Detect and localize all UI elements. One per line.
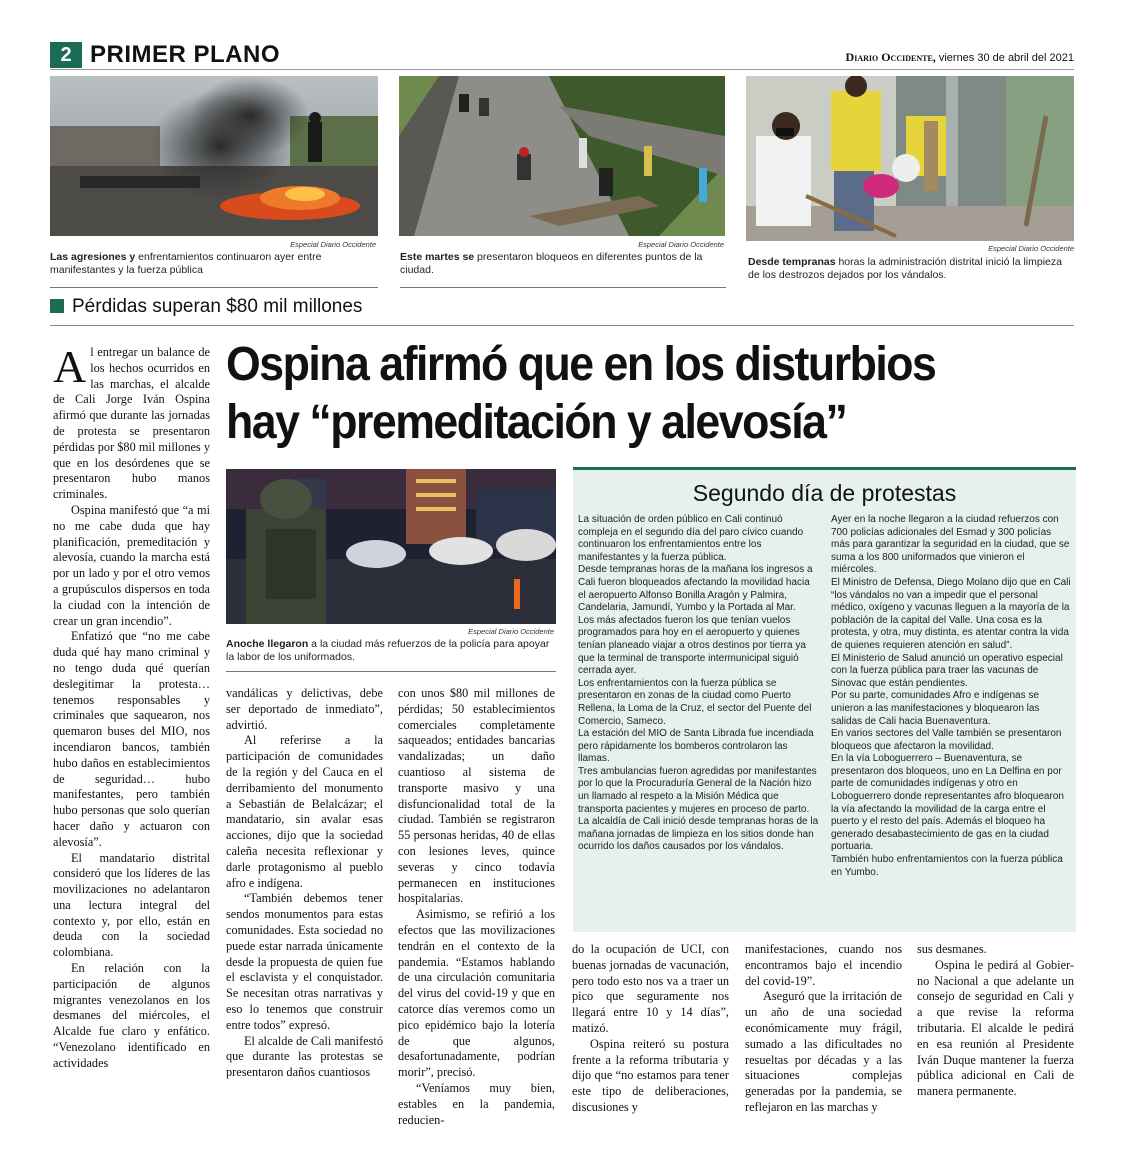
paragraph: “También debemos tener sendos monumentos para estas comunidades. Esta sociedad no puede estar narrada únicamente desde la propuesta de quien fue el esclavista y el conquistador. Se necesitan otras narrativas y eso lo tenemos que construir entre todos” expresó. bbox=[226, 891, 383, 1032]
article-column bbox=[398, 686, 555, 1126]
publication-name: Diario Occidente, bbox=[845, 50, 936, 64]
paragraph: El mandatario distrital consideró que los líderes de las movilizaciones no adelantaron una lectura integral del contexto y, por ello, están en deuda con la sociedad colombiana. bbox=[53, 850, 210, 960]
paragraph: Enfatizó que “no me cabe duda qué hay mano criminal y no tengo duda qué querían deslegitimar la protesta… tenemos responsables y criminales que saquearon, nos quemaron buses del MIO, nos incendiaron bancos, también hubo daños en establecimientos de seguridad… hubo manifestantes, pero también hubo personas que solo querían hacer daño y actuaron con alevosía”. bbox=[53, 629, 210, 849]
paragraph: Al referirse a la participación de comunidades de la región y del Cauca en el derribamiento del monumento a Sebastián de Belalcázar; el mandatario, sin avalar esas acciones, dijo que la sociedad caleña necesita reflexionar y darle protagonismo al pueblo afro e indígena. bbox=[226, 733, 383, 890]
paragraph: En relación con la participación de algunos migrantes venezolanos en los desmanes del miércoles, el Alcalde fue claro y enfático. “Venezolano identificado en actividades bbox=[53, 961, 210, 1070]
divider bbox=[50, 287, 378, 288]
paragraph: Ospina manifestó que “a mi no me cabe duda que hay planificación, premeditación y alevosía, cuando la marcha está por un lado y por el otro vemos a grupúsculos dispersos en toda la ciudad con la intención de crear un gran incendio”. bbox=[53, 502, 210, 628]
kicker-square-icon bbox=[50, 299, 64, 313]
photo-caption: Las agresiones y enfrentamientos continuaron ayer entre manifestantes y la fuerza pública bbox=[50, 251, 322, 276]
kicker: Pérdidas superan $80 mil millones bbox=[50, 296, 362, 318]
paragraph: sus desmanes. bbox=[917, 942, 987, 956]
divider bbox=[226, 671, 556, 672]
photo-credit: Especial Diario Occidente bbox=[468, 627, 554, 636]
section-title: PRIMER PLANO bbox=[90, 41, 281, 68]
photo-caption: Este martes se presentaron bloqueos en diferentes puntos de la ciudad. bbox=[400, 251, 703, 276]
paragraph: vandálicas y delictivas, debe ser deportado de inmediato”, advirtió. bbox=[226, 686, 383, 732]
sidebar-column: Ayer en la noche llegaron a la ciudad refuerzos con 700 policías adicionales del Esmad y 300 policías más para garantizar la seguridad en la ciudad, que se suma a los 800 uniformados que vinieron el miércoles. El Ministro de Defensa, Diego Molano dijo que en Cali “los vándalos no van a impedir que el personal médico, oxígeno y vacunas lleguen a la mayoría de la población de la capital del Valle. Una cosa es la protesta, y otra, muy distinta, es atentar contra la vida de quienes requieren atención en salud”. El Ministerio de Salud anunció un operativo especial con la fuerza pública para traer las vacunas de Sinovac que están pendientes. Por su parte, comunidades Afro e indígenas se unieron a las manifestaciones y bloquearon las salidas de Cali hacia Buenaventura. En varios sectores del Valle también se presentaron bloqueos que afectaron la movilidad. En la vía Loboguerrero – Buenaventura, se presentaron dos bloqueos, uno en La Delfina en por parte de comunidades indígenas y otro en Loboguerrero donde representantes afro bloquearon la vía afectando la movilidad de la carga entre el puerto y el resto del país. Además el bloqueo ha generado desabastecimiento de gas en la ciudad portuaria. También hubo enfrentamientos con la fuerza pública en Yumbo. bbox=[831, 514, 1071, 878]
article-column: Al entregar un balance de los hechos ocurridos en las marchas, el alcalde de Cali Jorge Iván Ospina afirmó que durante las jornadas de protesta se presentaron pérdidas por $80 mil millones y que en los desórdenes que se presentaron hubo manos criminales. Ospina manifestó que “a mi no me cabe duda que hay planificación, premeditación y alevosía, cuando la marcha está por un lado y por el otro vemos a grupúsculos dispersos en toda la ciudad con la intención de crear un gran incendio”. Enfatizó que “no me cabe duda qué hay mano criminal y no tengo duda qué querían deslegitimar la protesta… tenemos responsables y criminales que saquearon, nos quemaron buses del MIO, nos incendiaron bancos, también hubo daños en establecimientos de seguridad… hubo manifestantes, pero también hubo personas que solo querían hacer daño y actuaron con alevosía”. El mandatario distrital consideró que los líderes de las movilizaciones no adelantaron una lectura integral del contexto y, por ello, están en deuda con la sociedad colombiana. En relación con la participación de algunos migrantes venezolanos en los desmanes del miércoles, el Alcalde fue claro y enfático. “Venezolano identificado en actividades bbox=[53, 341, 210, 1070]
dateline bbox=[846, 50, 1074, 65]
headline-line: Ospina afirmó que en los disturbios bbox=[226, 338, 936, 391]
paragraph: Aseguró que la irritación de un año de una sociedad económicamente muy frágil, sumado a las dificultades no resueltas por décadas y a las situaciones complejas generadas por la pandemia, se reflejaron en las marchas y bbox=[745, 989, 902, 1114]
divider bbox=[400, 287, 726, 288]
headline-line: hay “premeditación y alevosía” bbox=[226, 396, 847, 449]
article-column bbox=[745, 942, 902, 1127]
divider bbox=[50, 325, 1074, 326]
photo-credit: Especial Diario Occidente bbox=[988, 244, 1074, 253]
paragraph: El alcalde de Cali manifestó que durante las protestas se presentaron daños cuantiosos bbox=[226, 1033, 383, 1080]
paragraph: “Veníamos muy bien, estables en la pandemia, reducien- bbox=[398, 1080, 555, 1127]
paragraph: Asimismo, se refirió a los efectos que las movilizaciones tendrán en el contexto de la pandemia. “Estamos hablando de una circulación comunitaria del virus del covid-19 y que en catorce días veremos como un pico epidémico bajo la lotería de que algunos, desafortunadamente, podrían morir”, precisó. bbox=[398, 907, 555, 1080]
paragraph: do la ocupación de UCI, con buenas jornadas de vacunación, pero todo esto nos va a traer un pico que seguramente nos llegará entre 10 y 14 días”, matizó. bbox=[572, 942, 729, 1035]
publication-date: viernes 30 de abril del 2021 bbox=[938, 52, 1074, 64]
sidebar-box bbox=[573, 467, 1076, 932]
headline bbox=[226, 336, 1017, 452]
photo-soldier-night bbox=[226, 469, 556, 624]
page-number: 2 bbox=[50, 42, 82, 68]
sidebar-title: Segundo día de protestas bbox=[692, 480, 957, 506]
paragraph: manifestaciones, cuando nos encontramos bajo el incendio del covid-19”. bbox=[745, 942, 902, 988]
photo-blocked-road bbox=[399, 76, 725, 236]
photo-burning-barricade bbox=[50, 76, 378, 236]
page-header bbox=[50, 42, 1074, 70]
paragraph: con unos $80 mil millones de pérdidas; 50 establecimientos comerciales completamente saqueados; entidades bancarias vandalizadas; un daño cuantioso al sistema de transporte masivo y una disfuncionalidad total de la ciudad. También se registraron 55 personas heridas, 40 de ellas con lesiones leves, quince severas y cinco todavía permanecen en instituciones hospitalarias. bbox=[398, 686, 555, 906]
photo-credit: Especial Diario Occidente bbox=[290, 240, 376, 249]
paragraph: Ospina reiteró su postura frente a la reforma tributaria y dijo que “no estamos para tener este tipo de deliberaciones, discusiones y bbox=[572, 1036, 729, 1114]
sidebar-column: La situación de orden público en Cali continuó compleja en el segundo día del paro cívico cuando continuaron los enfrentamientos entre los manifestantes y la fuerza pública. Desde tempranas horas de la mañana los ingresos a Cali fueron bloqueados afectando la movilidad hacia el aeropuerto Alfonso Bonilla Aragón y Palmira, Candelaria, Jamundí, Yumbo y la Portada al Mar. Los más afectados fueron los que tenían vuelos programados para hoy en el aeropuerto y quienes tenían planeado viajar a otros destinos por tierra ya que la terminal de transporte intermunicipal siguió cerrada ayer. Los enfrentamientos con la fuerza pública se presentaron en zonas de la ciudad como Puerto Rellena, la Loma de la Cruz, el sector del Puente del Comercio, Sameco. La estación del MIO de Santa Librada fue incendiada pero rápidamente los bomberos controlaron las llamas. Tres ambulancias fueron agredidas por manifestantes por lo que la Procuraduría General de la Nación hizo un llamado al respeto a la Misión Médica que transporta pacientes y mujeres en proceso de parto. La alcaldía de Cali inició desde tempranas horas de la mañana jornadas de limpieza en los sitios donde han ocurrido los daños causados por los vándalos. bbox=[578, 514, 819, 853]
photo-cleaning-crew bbox=[746, 76, 1074, 241]
article-column bbox=[572, 942, 729, 1127]
photo-credit: Especial Diario Occidente bbox=[638, 240, 724, 249]
paragraph: Ospina le pedirá al Gobier-no Nacional a que adelante un consejo de seguridad en Cali y a que revise la reforma tributaria. El alcalde le pedirá en esa reunión al Presidente Iván Duque mantener la fuerza pública adicional en Cali de manera permanente. bbox=[917, 957, 1074, 1099]
article-column bbox=[226, 686, 383, 1126]
dropcap: A bbox=[53, 341, 87, 392]
article-column bbox=[917, 942, 1074, 1127]
photo-caption: Desde tempranas horas la administración distrital inició la limpieza de los destrozos dejados por los vándalos. bbox=[748, 256, 1062, 281]
photo-caption: Anoche llegaron a la ciudad más refuerzos de la policía para apoyar la labor de los uniformados. bbox=[226, 638, 550, 663]
